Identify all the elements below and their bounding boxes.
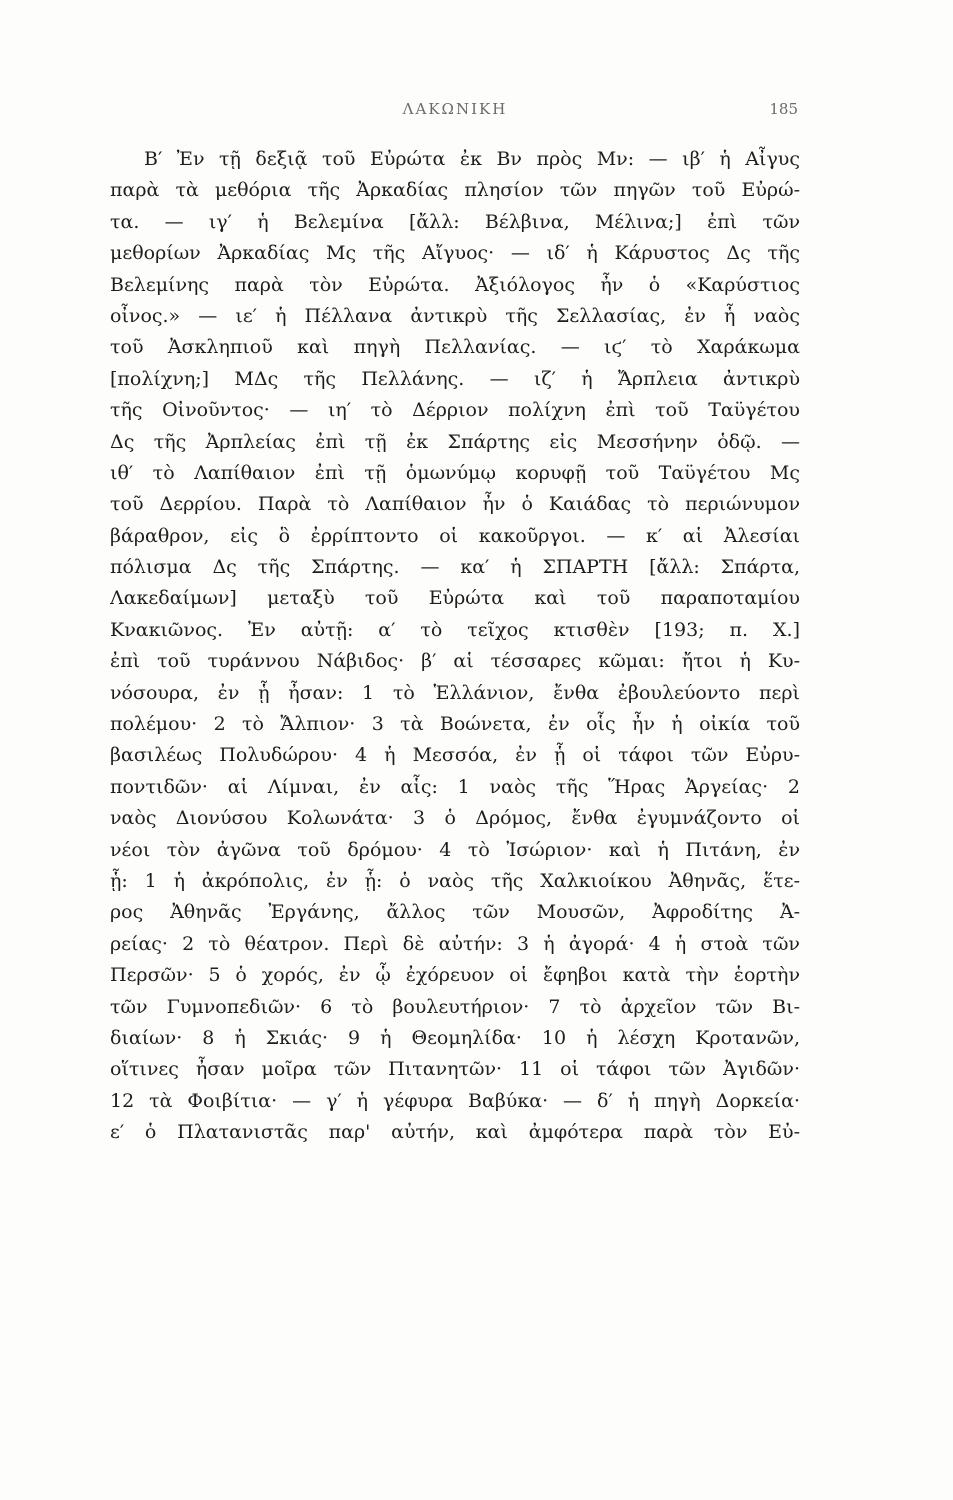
text-line: διαίων· 8 ἡ Σκιάς· 9 ἡ Θεομηλίδα· 10 ἡ λέσχη Κροτανῶν, bbox=[110, 1026, 800, 1049]
text-line: ποντιδῶν· αἱ Λίμναι, ἐν αἷς: 1 ναὸς τῆς Ἥρας Ἀργείας· 2 bbox=[110, 775, 800, 798]
text-line: παρὰ τὰ μεθόρια τῆς Ἀρκαδίας πλησίον τῶν πηγῶν τοῦ Εὐρώ- bbox=[110, 179, 800, 202]
text-line: οἵτινες ἦσαν μοῖρα τῶν Πιτανητῶν· 11 οἱ τάφοι τῶν Ἀγιδῶν· bbox=[110, 1058, 800, 1081]
text-line: Β′ Ἐν τῇ δεξιᾷ τοῦ Εὐρώτα ἐκ Βν πρὸς Μν: — ιβ′ ἡ Αἶγυς bbox=[144, 148, 800, 170]
text-line: νέοι τὸν ἀγῶνα τοῦ δρόμου· 4 τὸ Ἰσώριον· καὶ ἡ Πιτάνη, ἐν bbox=[110, 838, 800, 861]
text-line: ᾗ: 1 ἡ ἀκρόπολις, ἐν ᾗ: ὁ ναὸς τῆς Χαλκιοίκου Ἀθηνᾶς, ἕτε- bbox=[110, 869, 800, 892]
text-line: Βελεμίνης παρὰ τὸν Εὐρώτα. Ἀξιόλογος ἦν ὁ «Καρύστιος bbox=[110, 273, 800, 296]
text-line: μεθορίων Ἀρκαδίας Μς τῆς Αἴγυος· — ιδ′ ἡ Κάρυστος Δς τῆς bbox=[110, 242, 800, 265]
text-line: ναὸς Διονύσου Κολωνάτα· 3 ὁ Δρόμος, ἔνθα ἐγυμνάζοντο οἱ bbox=[110, 807, 800, 830]
text-line: Δς τῆς Ἀρπλείας ἐπὶ τῇ ἐκ Σπάρτης εἰς Μεσσήνην ὁδῷ. — bbox=[110, 430, 800, 453]
text-line: τῆς Οἰνοῦντος· — ιη′ τὸ Δέρριον πολίχνη ἐπὶ τοῦ Ταϋγέτου bbox=[110, 399, 800, 422]
text-line: ε′ ὁ Πλατανιστᾶς παρ' αὐτήν, καὶ ἀμφότερα παρὰ τὸν Εὐ- bbox=[110, 1121, 800, 1144]
text-line: Κνακιῶνος. Ἐν αὐτῇ: α′ τὸ τεῖχος κτισθὲν [193; π. Χ.] bbox=[110, 618, 800, 641]
text-line: τῶν Γυμνοπεδιῶν· 6 τὸ βουλευτήριον· 7 τὸ ἀρχεῖον τῶν Βι- bbox=[110, 995, 800, 1018]
text-line: ἐπὶ τοῦ τυράννου Νάβιδος· β′ αἱ τέσσαρες κῶμαι: ἤτοι ἡ Κυ- bbox=[110, 650, 800, 673]
text-line: [πολίχνη;] ΜΔς τῆς Πελλάνης. — ιζ′ ἡ Ἄρπλεια ἀντικρὺ bbox=[110, 367, 800, 390]
body-text bbox=[110, 144, 800, 1149]
text-line: νόσουρα, ἐν ᾗ ἦσαν: 1 τὸ Ἑλλάνιον, ἔνθα ἐβουλεύοντο περὶ bbox=[110, 681, 800, 704]
text-line: 12 τὰ Φοιβίτια· — γ′ ἡ γέφυρα Βαβύκα· — δ′ ἡ πηγὴ Δορκεία· bbox=[110, 1089, 800, 1112]
text-line: οἶνος.» — ιε′ ἡ Πέλλανα ἀντικρὺ τῆς Σελλασίας, ἐν ἧ ναὸς bbox=[110, 304, 800, 327]
text-line: Λακεδαίμων] μεταξὺ τοῦ Εὐρώτα καὶ τοῦ παραποταμίου bbox=[110, 587, 800, 610]
text-line: ρος Ἀθηνᾶς Ἐργάνης, ἄλλος τῶν Μουσῶν, Ἀφροδίτης Ἀ- bbox=[110, 901, 800, 924]
text-line: τοῦ Ἀσκληπιοῦ καὶ πηγὴ Πελλανίας. — ιϛ′ τὸ Χαράκωμα bbox=[110, 336, 800, 359]
text-line: πολέμου· 2 τὸ Ἄλπιον· 3 τὰ Βοώνετα, ἐν οἷς ἦν ἡ οἰκία τοῦ bbox=[110, 713, 800, 736]
text-line: βασιλέως Πολυδώρου· 4 ἡ Μεσσόα, ἐν ᾗ οἱ τάφοι τῶν Εὐρυ- bbox=[110, 744, 800, 767]
text-line: Περσῶν· 5 ὁ χορός, ἐν ᾧ ἐχόρευον οἱ ἔφηβοι κατὰ τὴν ἑορτὴν bbox=[110, 964, 800, 987]
text-line: ρείας· 2 τὸ θέατρον. Περὶ δὲ αὐτήν: 3 ἡ ἀγορά· 4 ἡ στοὰ τῶν bbox=[110, 932, 800, 955]
running-head bbox=[110, 100, 800, 134]
page-number: 185 bbox=[769, 100, 798, 118]
text-line: τα. — ιγ′ ἡ Βελεμίνα [ἄλλ: Βέλβινα, Μέλινα;] ἐπὶ τῶν bbox=[110, 210, 800, 233]
text-line: βάραθρον, εἰς ὃ ἐρρίπτοντο οἱ κακοῦργοι. — κ′ αἱ Ἀλεσίαι bbox=[110, 524, 800, 547]
running-title: ΛΑΚΩΝΙΚΗ bbox=[402, 100, 508, 118]
text-line: ιθ′ τὸ Λαπίθαιον ἐπὶ τῇ ὁμωνύμῳ κορυφῇ τοῦ Ταϋγέτου Μς bbox=[110, 461, 800, 484]
text-line: τοῦ Δερρίου. Παρὰ τὸ Λαπίθαιον ἦν ὁ Καιάδας τὸ περιώνυμον bbox=[110, 493, 800, 516]
text-line: πόλισμα Δς τῆς Σπάρτης. — κα′ ἡ ΣΠΑΡΤΗ [ἄλλ: Σπάρτα, bbox=[110, 556, 800, 579]
